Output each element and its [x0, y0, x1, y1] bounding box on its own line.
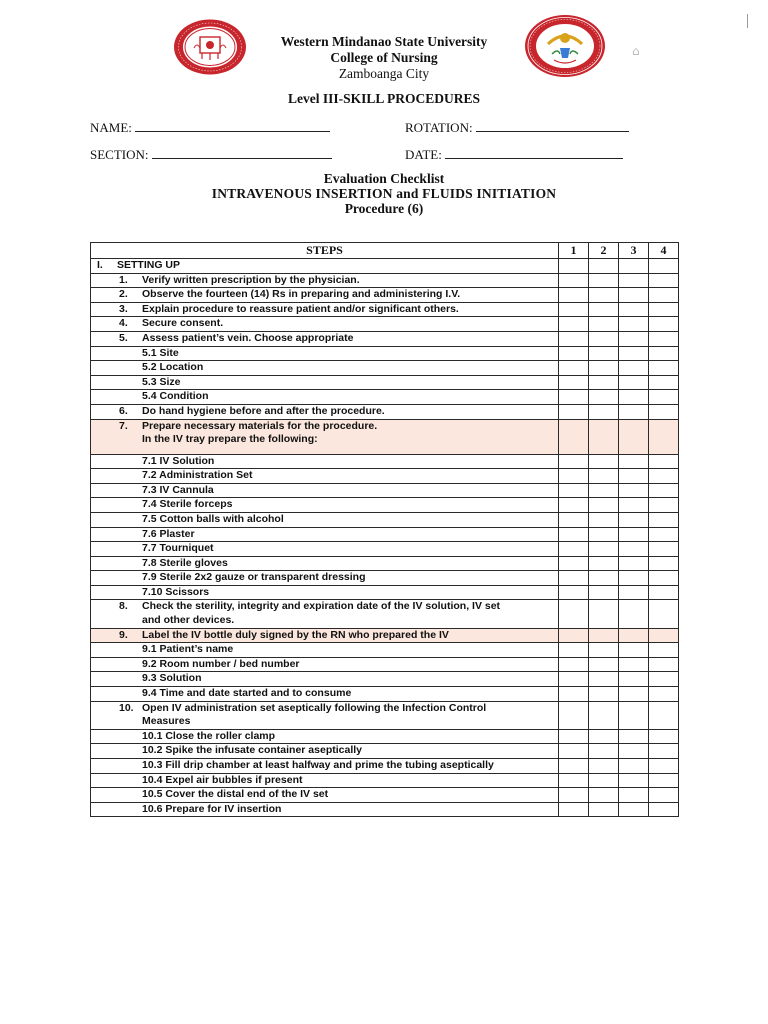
step-cell [91, 331, 559, 346]
step-text: 9.2 Room number / bed number [142, 657, 300, 670]
score-cell-4[interactable] [649, 469, 679, 484]
level-title: Level III-SKILL PROCEDURES [287, 91, 481, 106]
score-cell-2[interactable] [589, 288, 619, 303]
step-text: 7.9 Sterile 2x2 gauze or transparent dressing [142, 571, 366, 584]
procedure-number: Procedure (6) [344, 201, 424, 216]
corner-glyph: ⌂ [632, 44, 640, 58]
step-cell [91, 454, 559, 469]
city-name: Zamboanga City [338, 66, 430, 81]
step-text: Open IV administration set aseptically following the Infection Control [142, 701, 487, 714]
table-row [91, 542, 679, 557]
procedure-name: INTRAVENOUS INSERTION and FLUIDS INITIATION [211, 186, 557, 201]
score-cell-4[interactable] [649, 419, 679, 454]
step-text: 7.5 Cotton balls with alcohol [142, 512, 284, 525]
score-cell-1[interactable] [559, 788, 589, 803]
step-cell [91, 483, 559, 498]
step-number: 1. [119, 273, 128, 286]
score-cell-1[interactable] [559, 802, 589, 817]
step-number: 3. [119, 302, 128, 315]
university-name: Western Mindanao State University [280, 34, 488, 49]
score-cell-3[interactable] [619, 302, 649, 317]
score-cell-1[interactable] [559, 404, 589, 419]
table-row [91, 657, 679, 672]
score-cell-4[interactable] [649, 672, 679, 687]
table-row [91, 259, 679, 274]
table-row [91, 512, 679, 527]
table-row [91, 556, 679, 571]
score-cell-4[interactable] [649, 454, 679, 469]
name-label: NAME: [90, 120, 132, 135]
step-cell [91, 773, 559, 788]
score-cell-2[interactable] [589, 744, 619, 759]
step-cell [91, 585, 559, 600]
table-row [91, 672, 679, 687]
step-text: 7.8 Sterile gloves [142, 556, 228, 569]
step-cell [91, 317, 559, 332]
step-cell [91, 259, 559, 274]
table-row [91, 759, 679, 774]
score-cell-2[interactable] [589, 729, 619, 744]
score-cell-4[interactable] [649, 744, 679, 759]
score-cell-2[interactable] [589, 527, 619, 542]
score-cell-3[interactable] [619, 361, 649, 376]
score-cell-3[interactable] [619, 571, 649, 586]
score-cell-2[interactable] [589, 687, 619, 702]
name-line[interactable] [135, 119, 330, 132]
header-score-2: 2 [589, 243, 619, 259]
score-cell-2[interactable] [589, 701, 619, 729]
name-field[interactable] [90, 119, 330, 136]
table-row [91, 317, 679, 332]
score-cell-1[interactable] [559, 643, 589, 658]
step-cell [91, 375, 559, 390]
rotation-label: ROTATION: [405, 120, 473, 135]
header-score-1: 1 [559, 243, 589, 259]
score-cell-1[interactable] [559, 744, 589, 759]
score-cell-1[interactable] [559, 701, 589, 729]
table-header-row [91, 243, 679, 259]
score-cell-4[interactable] [649, 317, 679, 332]
score-cell-2[interactable] [589, 317, 619, 332]
step-cell [91, 273, 559, 288]
score-cell-2[interactable] [589, 788, 619, 803]
step-cell [91, 512, 559, 527]
step-cell [91, 571, 559, 586]
score-cell-3[interactable] [619, 331, 649, 346]
step-cell [91, 527, 559, 542]
table-row [91, 419, 679, 454]
score-cell-2[interactable] [589, 390, 619, 405]
step-cell [91, 643, 559, 658]
score-cell-3[interactable] [619, 259, 649, 274]
score-cell-2[interactable] [589, 759, 619, 774]
score-cell-1[interactable] [559, 331, 589, 346]
score-cell-2[interactable] [589, 259, 619, 274]
step-text: Verify written prescription by the physician. [142, 273, 360, 286]
step-cell [91, 361, 559, 376]
score-cell-1[interactable] [559, 483, 589, 498]
score-cell-4[interactable] [649, 361, 679, 376]
table-row [91, 701, 679, 729]
step-number: 6. [119, 404, 128, 417]
step-text: Explain procedure to reassure patient and/or significant others. [142, 302, 459, 315]
score-cell-3[interactable] [619, 729, 649, 744]
step-cell [91, 744, 559, 759]
date-field[interactable] [405, 146, 623, 163]
step-number: 7. [119, 419, 128, 432]
table-row [91, 404, 679, 419]
table-row [91, 571, 679, 586]
step-cell [91, 390, 559, 405]
score-cell-3[interactable] [619, 672, 649, 687]
score-cell-2[interactable] [589, 556, 619, 571]
step-text: Prepare necessary materials for the procedure. [142, 419, 378, 432]
score-cell-2[interactable] [589, 802, 619, 817]
table-row [91, 483, 679, 498]
step-cell [91, 701, 559, 729]
score-cell-1[interactable] [559, 346, 589, 361]
step-cell [91, 687, 559, 702]
score-cell-2[interactable] [589, 672, 619, 687]
step-text: 10.4 Expel air bubbles if present [142, 773, 303, 786]
score-cell-3[interactable] [619, 404, 649, 419]
step-number: 4. [119, 317, 128, 330]
score-cell-2[interactable] [589, 571, 619, 586]
score-cell-2[interactable] [589, 346, 619, 361]
score-cell-1[interactable] [559, 259, 589, 274]
score-cell-3[interactable] [619, 288, 649, 303]
step-text: 9.4 Time and date started and to consume [142, 687, 352, 700]
table-row [91, 729, 679, 744]
table-row [91, 361, 679, 376]
step-text: 5.2 Location [142, 361, 204, 374]
score-cell-1[interactable] [559, 759, 589, 774]
score-cell-4[interactable] [649, 542, 679, 557]
score-cell-4[interactable] [649, 657, 679, 672]
table-row [91, 802, 679, 817]
table-row [91, 375, 679, 390]
score-cell-1[interactable] [559, 361, 589, 376]
score-cell-3[interactable] [619, 498, 649, 513]
table-row [91, 454, 679, 469]
score-cell-1[interactable] [559, 512, 589, 527]
score-cell-3[interactable] [619, 375, 649, 390]
step-text-continued: Measures [142, 715, 191, 728]
step-cell [91, 759, 559, 774]
table-row [91, 788, 679, 803]
score-cell-4[interactable] [649, 288, 679, 303]
score-cell-1[interactable] [559, 542, 589, 557]
step-cell [91, 729, 559, 744]
score-cell-4[interactable] [649, 331, 679, 346]
score-cell-2[interactable] [589, 361, 619, 376]
step-number: 5. [119, 331, 128, 344]
step-text: 10.3 Fill drip chamber at least halfway and prime the tubing aseptically [142, 759, 494, 771]
score-cell-2[interactable] [589, 773, 619, 788]
step-text: 5.3 Size [142, 375, 181, 388]
score-cell-2[interactable] [589, 454, 619, 469]
step-text: 7.3 IV Cannula [142, 483, 214, 496]
score-cell-1[interactable] [559, 672, 589, 687]
score-cell-4[interactable] [649, 556, 679, 571]
section-label: SECTION: [90, 147, 149, 162]
step-text: Observe the fourteen (14) Rs in preparing and administering I.V. [142, 288, 461, 301]
table-row [91, 527, 679, 542]
table-row [91, 773, 679, 788]
score-cell-3[interactable] [619, 469, 649, 484]
scrollbar-indicator[interactable] [747, 14, 748, 28]
table-row [91, 302, 679, 317]
step-cell [91, 542, 559, 557]
score-cell-3[interactable] [619, 273, 649, 288]
date-line[interactable] [445, 146, 623, 159]
score-cell-4[interactable] [649, 527, 679, 542]
date-label: DATE: [405, 147, 442, 162]
score-cell-1[interactable] [559, 390, 589, 405]
table-row [91, 273, 679, 288]
step-cell [91, 657, 559, 672]
table-row [91, 346, 679, 361]
table-row [91, 331, 679, 346]
score-cell-2[interactable] [589, 469, 619, 484]
score-cell-1[interactable] [559, 419, 589, 454]
score-cell-1[interactable] [559, 317, 589, 332]
table-row [91, 687, 679, 702]
score-cell-1[interactable] [559, 729, 589, 744]
score-cell-1[interactable] [559, 571, 589, 586]
table-row [91, 390, 679, 405]
score-cell-1[interactable] [559, 773, 589, 788]
header-score-3: 3 [619, 243, 649, 259]
score-cell-1[interactable] [559, 273, 589, 288]
step-cell [91, 802, 559, 817]
section-line[interactable] [152, 146, 332, 159]
score-cell-3[interactable] [619, 542, 649, 557]
step-cell [91, 498, 559, 513]
step-number: I. [97, 259, 103, 271]
score-cell-4[interactable] [649, 643, 679, 658]
table-row [91, 628, 679, 643]
score-cell-4[interactable] [649, 346, 679, 361]
score-cell-1[interactable] [559, 585, 589, 600]
score-cell-3[interactable] [619, 419, 649, 454]
score-cell-2[interactable] [589, 643, 619, 658]
score-cell-4[interactable] [649, 802, 679, 817]
score-cell-4[interactable] [649, 404, 679, 419]
step-text: 7.7 Tourniquet [142, 542, 214, 555]
score-cell-4[interactable] [649, 483, 679, 498]
step-cell [91, 672, 559, 687]
score-cell-4[interactable] [649, 701, 679, 729]
score-cell-4[interactable] [649, 259, 679, 274]
section-field[interactable] [90, 146, 332, 163]
score-cell-2[interactable] [589, 419, 619, 454]
score-cell-2[interactable] [589, 542, 619, 557]
score-cell-3[interactable] [619, 585, 649, 600]
document-header [0, 34, 768, 82]
table-row [91, 600, 679, 628]
score-cell-1[interactable] [559, 600, 589, 628]
score-cell-2[interactable] [589, 331, 619, 346]
score-cell-4[interactable] [649, 390, 679, 405]
step-cell [91, 469, 559, 484]
score-cell-3[interactable] [619, 759, 649, 774]
table-row [91, 585, 679, 600]
step-text: 10.1 Close the roller clamp [142, 729, 276, 742]
score-cell-2[interactable] [589, 498, 619, 513]
table-row [91, 498, 679, 513]
step-text: 10.2 Spike the infusate container aseptically [142, 744, 363, 757]
step-text: 7.6 Plaster [142, 527, 195, 540]
score-cell-3[interactable] [619, 512, 649, 527]
checklist-title: Evaluation Checklist [323, 171, 445, 186]
score-cell-3[interactable] [619, 317, 649, 332]
score-cell-1[interactable] [559, 687, 589, 702]
score-cell-1[interactable] [559, 469, 589, 484]
score-cell-4[interactable] [649, 788, 679, 803]
score-cell-3[interactable] [619, 773, 649, 788]
step-number: 10. [119, 701, 134, 714]
step-text: 7.10 Scissors [142, 585, 210, 598]
score-cell-2[interactable] [589, 600, 619, 628]
step-cell [91, 556, 559, 571]
step-text: 9.3 Solution [142, 672, 202, 685]
rotation-field[interactable] [405, 119, 629, 136]
step-text: Check the sterility, integrity and expiration date of the IV solution, IV set [142, 600, 501, 613]
score-cell-1[interactable] [559, 498, 589, 513]
score-cell-3[interactable] [619, 643, 649, 658]
score-cell-1[interactable] [559, 527, 589, 542]
score-cell-4[interactable] [649, 512, 679, 527]
step-cell [91, 419, 559, 454]
step-cell [91, 788, 559, 803]
step-cell [91, 346, 559, 361]
score-cell-3[interactable] [619, 346, 649, 361]
score-cell-2[interactable] [589, 585, 619, 600]
score-cell-2[interactable] [589, 628, 619, 643]
score-cell-4[interactable] [649, 729, 679, 744]
step-cell [91, 302, 559, 317]
step-text: 7.4 Sterile forceps [142, 498, 233, 511]
step-text: 5.1 Site [142, 346, 179, 359]
step-text: 10.5 Cover the distal end of the IV set [142, 788, 329, 801]
step-text: 7.2 Administration Set [142, 469, 253, 482]
step-text: Do hand hygiene before and after the procedure. [142, 404, 385, 417]
score-cell-4[interactable] [649, 273, 679, 288]
evaluation-checklist-table [90, 242, 679, 817]
score-cell-3[interactable] [619, 390, 649, 405]
score-cell-1[interactable] [559, 454, 589, 469]
table-body [91, 259, 679, 817]
score-cell-1[interactable] [559, 657, 589, 672]
step-cell [91, 628, 559, 643]
score-cell-2[interactable] [589, 404, 619, 419]
header-steps: STEPS [91, 243, 559, 259]
score-cell-2[interactable] [589, 375, 619, 390]
score-cell-4[interactable] [649, 600, 679, 628]
step-number: 8. [119, 600, 128, 613]
step-text-continued: In the IV tray prepare the following: [142, 433, 318, 446]
score-cell-1[interactable] [559, 628, 589, 643]
score-cell-3[interactable] [619, 701, 649, 729]
step-text: 5.4 Condition [142, 390, 209, 403]
score-cell-2[interactable] [589, 302, 619, 317]
step-cell [91, 600, 559, 628]
score-cell-3[interactable] [619, 483, 649, 498]
score-cell-1[interactable] [559, 556, 589, 571]
step-text: Assess patient’s vein. Choose appropriate [142, 331, 354, 344]
rotation-line[interactable] [476, 119, 629, 132]
step-cell [91, 288, 559, 303]
header-score-4: 4 [649, 243, 679, 259]
step-text-continued: and other devices. [142, 614, 235, 627]
score-cell-2[interactable] [589, 273, 619, 288]
step-text: 10.6 Prepare for IV insertion [142, 802, 282, 815]
table-row [91, 643, 679, 658]
score-cell-4[interactable] [649, 302, 679, 317]
score-cell-4[interactable] [649, 759, 679, 774]
score-cell-2[interactable] [589, 512, 619, 527]
step-number: 9. [119, 628, 128, 641]
score-cell-3[interactable] [619, 687, 649, 702]
score-cell-2[interactable] [589, 657, 619, 672]
score-cell-3[interactable] [619, 802, 649, 817]
score-cell-4[interactable] [649, 375, 679, 390]
table-row [91, 744, 679, 759]
score-cell-3[interactable] [619, 788, 649, 803]
score-cell-4[interactable] [649, 773, 679, 788]
college-name: College of Nursing [330, 50, 438, 65]
score-cell-4[interactable] [649, 628, 679, 643]
step-text: SETTING UP [117, 259, 181, 271]
score-cell-1[interactable] [559, 302, 589, 317]
score-cell-4[interactable] [649, 498, 679, 513]
score-cell-4[interactable] [649, 571, 679, 586]
table-row [91, 469, 679, 484]
step-text: 7.1 IV Solution [142, 454, 215, 467]
score-cell-1[interactable] [559, 375, 589, 390]
score-cell-4[interactable] [649, 687, 679, 702]
checklist-title-block [0, 171, 768, 216]
step-cell [91, 404, 559, 419]
score-cell-3[interactable] [619, 628, 649, 643]
score-cell-4[interactable] [649, 585, 679, 600]
score-cell-3[interactable] [619, 657, 649, 672]
score-cell-3[interactable] [619, 556, 649, 571]
step-text: Label the IV bottle duly signed by the RN who prepared the IV [142, 628, 449, 641]
score-cell-3[interactable] [619, 744, 649, 759]
table-row [91, 288, 679, 303]
step-text: 9.1 Patient’s name [142, 643, 234, 656]
score-cell-3[interactable] [619, 527, 649, 542]
step-number: 2. [119, 288, 128, 301]
score-cell-1[interactable] [559, 288, 589, 303]
score-cell-3[interactable] [619, 454, 649, 469]
score-cell-3[interactable] [619, 600, 649, 628]
step-text: Secure consent. [142, 317, 224, 330]
score-cell-2[interactable] [589, 483, 619, 498]
